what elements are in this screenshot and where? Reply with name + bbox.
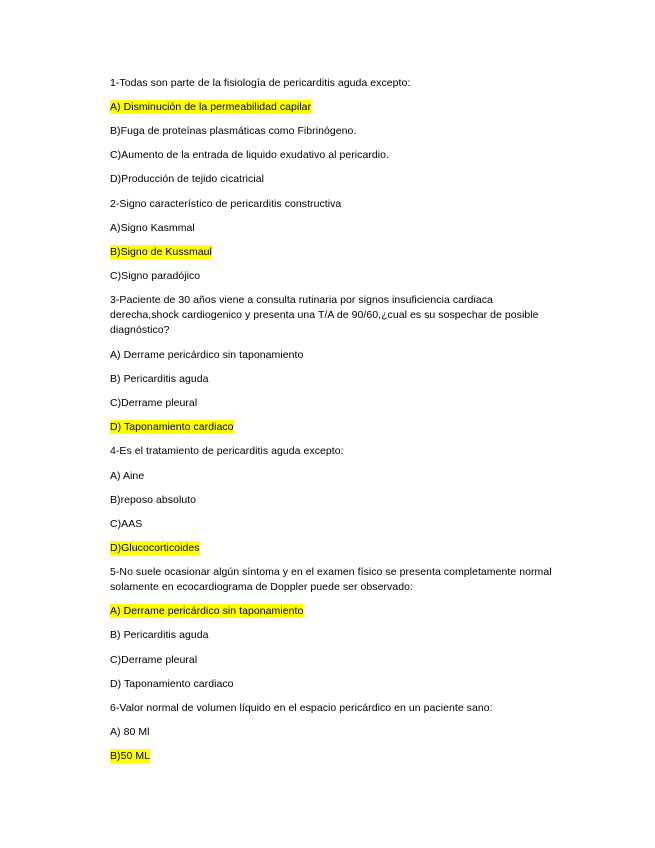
q3-option-a: A) Derrame pericárdico sin taponamiento [110,349,304,361]
q1-option-d: D)Producción de tejido cicatricial [110,173,265,185]
question-1-text: 1-Todas son parte de la fisiología de pericarditis aguda excepto: [110,77,411,89]
q5-option-d: D) Taponamiento cardiaco [110,678,234,690]
question-6-text: 6-Valor normal de volumen líquido en el espacio pericárdico en un paciente sano: [110,702,493,714]
q2-option-a: A)Signo Kasmmal [110,222,195,234]
q5-option-c: C)Derrame pleural [110,654,198,666]
question-3-text-line-1: 3-Paciente de 30 años viene a consulta rutinaria por signos insuficiencia cardiaca [110,294,493,306]
q2-option-b-highlighted: B)Signo de Kussmaul [110,246,212,258]
q1-option-c: C)Aumento de la entrada de liquido exudativo al pericardio. [110,149,390,161]
question-3-text-line-3: diagnóstico? [110,324,170,336]
q3-option-c: C)Derrame pleural [110,397,198,409]
q4-option-a: A) Aine [110,470,145,482]
q4-option-b: B)reposo absoluto [110,494,197,506]
q6-option-b-highlighted: B)50 ML [110,750,151,762]
q5-option-b: B) Pericarditis aguda [110,629,209,641]
q4-option-c: C)AAS [110,518,143,530]
q3-option-d-highlighted: D) Taponamiento cardiaco [110,421,234,433]
question-5-text-line-1: 5-No suele ocasionar algún síntoma y en el examen físico se presenta completamente normal [110,566,552,578]
q6-option-a: A) 80 Ml [110,726,150,738]
q1-option-a-highlighted: A) Disminución de la permeabilidad capilar [110,101,312,113]
q1-option-b: B)Fuga de proteínas plasmáticas como Fibrinógeno. [110,125,357,137]
question-4-text: 4-Es el tratamiento de pericarditis aguda excepto: [110,445,344,457]
question-3-text-line-2: derecha,shock cardiogenico y presenta una T/A de 90/60,¿cual es su sospechar de posible [110,309,539,321]
question-2-text: 2-Signo característico de pericarditis constructiva [110,198,342,210]
q5-option-a-highlighted: A) Derrame pericárdico sin taponamiento [110,605,304,617]
q2-option-c: C)Signo paradójico [110,270,201,282]
question-5-text-line-2: solamente en ecocardiograma de Doppler puede ser observado: [110,581,413,593]
q4-option-d-highlighted: D)Glucocorticoides [110,542,200,554]
q3-option-b: B) Pericarditis aguda [110,373,209,385]
